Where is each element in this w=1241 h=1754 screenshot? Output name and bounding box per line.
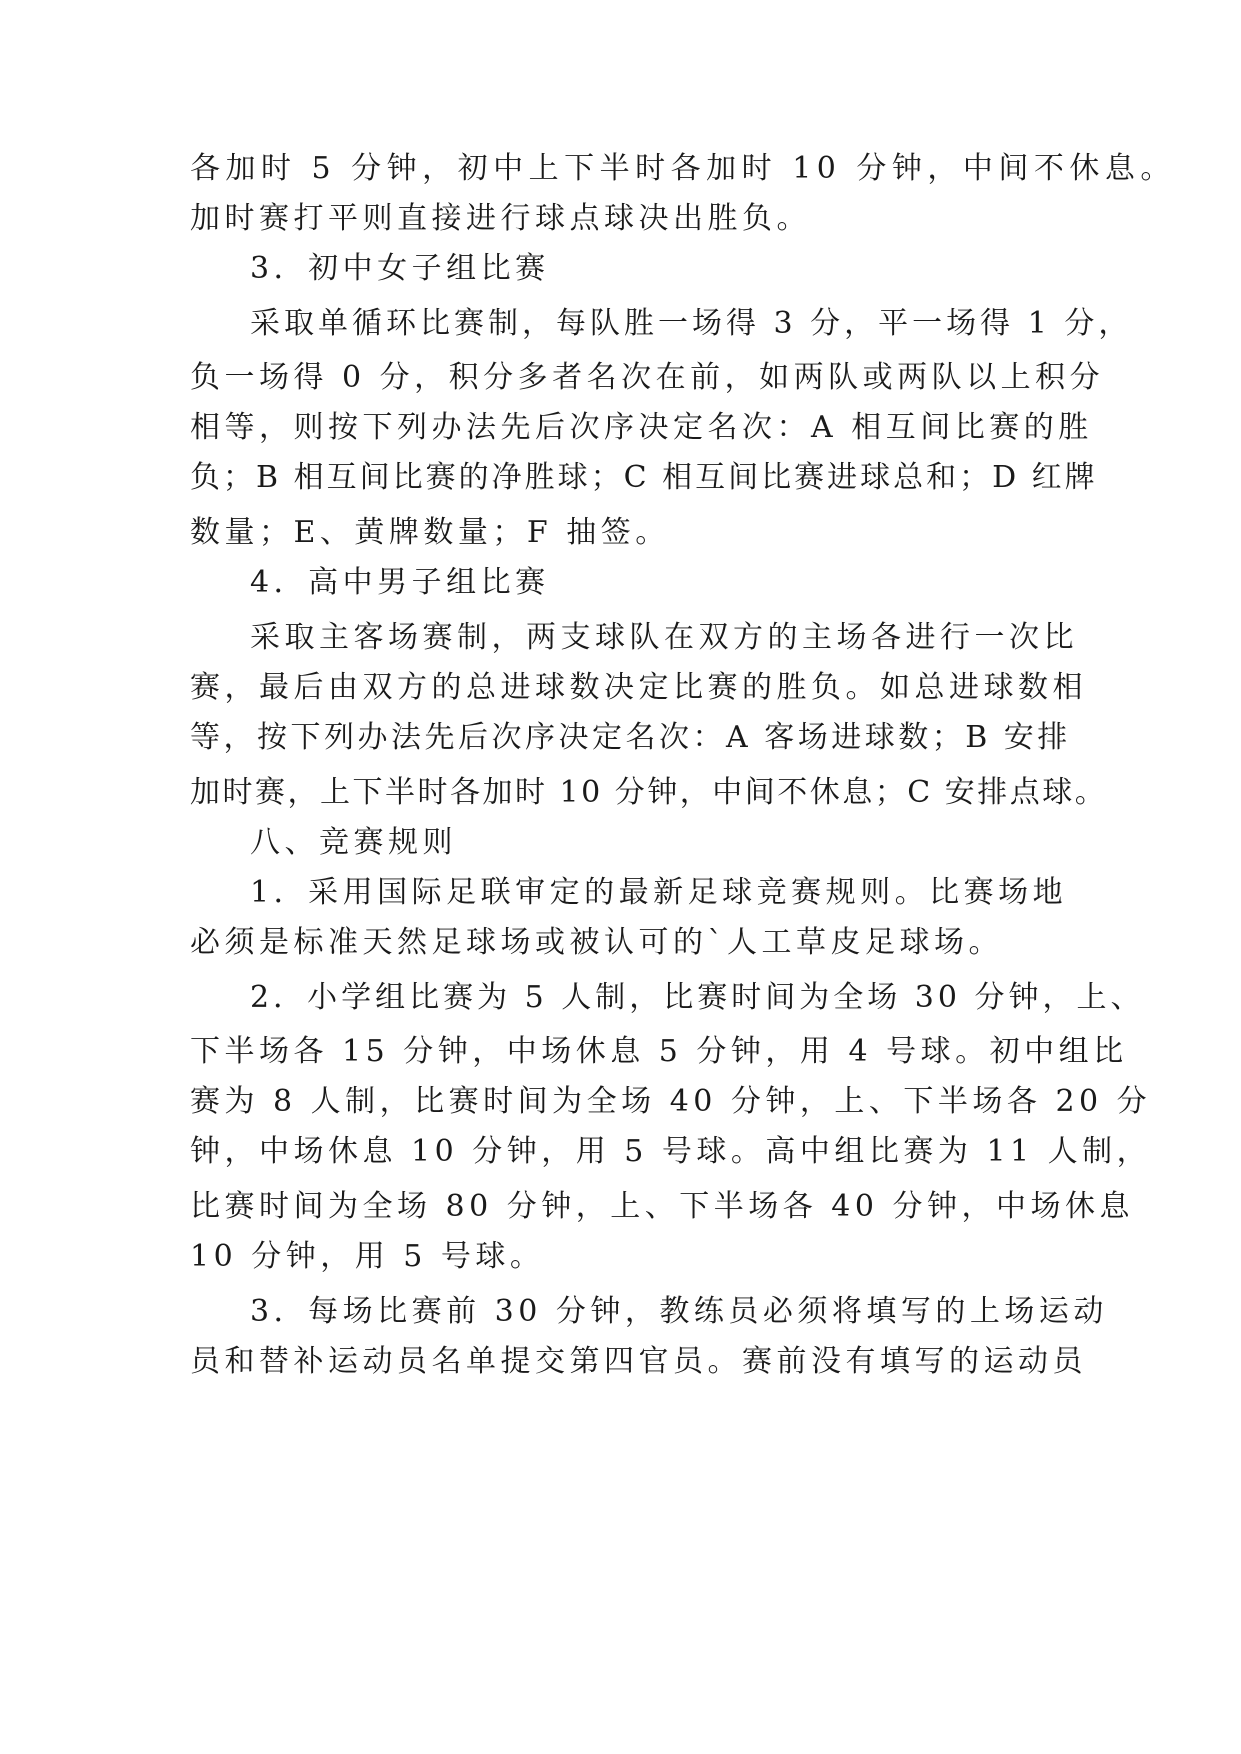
section-heading: 八、竞赛规则	[250, 825, 457, 860]
text-line: 负；B 相互间比赛的净胜球；C 相互间比赛进球总和；D 红牌	[190, 460, 1098, 495]
section-heading: 3．初中女子组比赛	[250, 251, 550, 286]
text-line: 负一场得 0 分，积分多者名次在前，如两队或两队以上积分	[190, 360, 1105, 395]
text-line: 员和替补运动员名单提交第四官员。赛前没有填写的运动员	[190, 1344, 1087, 1379]
text-line: 赛为 8 人制，比赛时间为全场 40 分钟，上、下半场各 20 分	[190, 1084, 1152, 1119]
text-line: 加时赛打平则直接进行球点球决出胜负。	[190, 201, 811, 236]
text-line: 加时赛，上下半时各加时 10 分钟，中间不休息；C 安排点球。	[190, 775, 1108, 810]
text-line: 比赛时间为全场 80 分钟，上、下半场各 40 分钟，中场休息	[190, 1189, 1134, 1224]
text-line: 2．小学组比赛为 5 人制，比赛时间为全场 30 分钟，上、	[250, 980, 1145, 1015]
text-line: 下半场各 15 分钟，中场休息 5 分钟，用 4 号球。初中组比	[190, 1034, 1128, 1069]
text-line: 10 分钟，用 5 号球。	[190, 1239, 545, 1274]
text-line: 钟，中场休息 10 分钟，用 5 号球。高中组比赛为 11 人制，	[190, 1134, 1152, 1169]
text-line: 采取单循环比赛制，每队胜一场得 3 分，平一场得 1 分，	[250, 306, 1133, 341]
text-line: 赛，最后由双方的总进球数决定比赛的胜负。如总进球数相	[190, 670, 1087, 705]
text-line: 等，按下列办法先后次序决定名次：A 客场进球数；B 安排	[190, 720, 1071, 755]
text-line: 数量；E、黄牌数量；F 抽签。	[190, 515, 670, 550]
text-line: 采取主客场赛制，两支球队在双方的主场各进行一次比	[250, 620, 1078, 655]
text-line: 必须是标准天然足球场或被认可的`人工草皮足球场。	[190, 925, 1003, 960]
text-line: 各加时 5 分钟，初中上下半时各加时 10 分钟，中间不休息。	[190, 151, 1176, 186]
text-line: 1．采用国际足联审定的最新足球竞赛规则。比赛场地	[250, 875, 1068, 910]
text-line: 3．每场比赛前 30 分钟，教练员必须将填写的上场运动	[250, 1294, 1108, 1329]
section-heading: 4．高中男子组比赛	[250, 565, 550, 600]
text-line: 相等，则按下列办法先后次序决定名次：A 相互间比赛的胜	[190, 410, 1093, 445]
